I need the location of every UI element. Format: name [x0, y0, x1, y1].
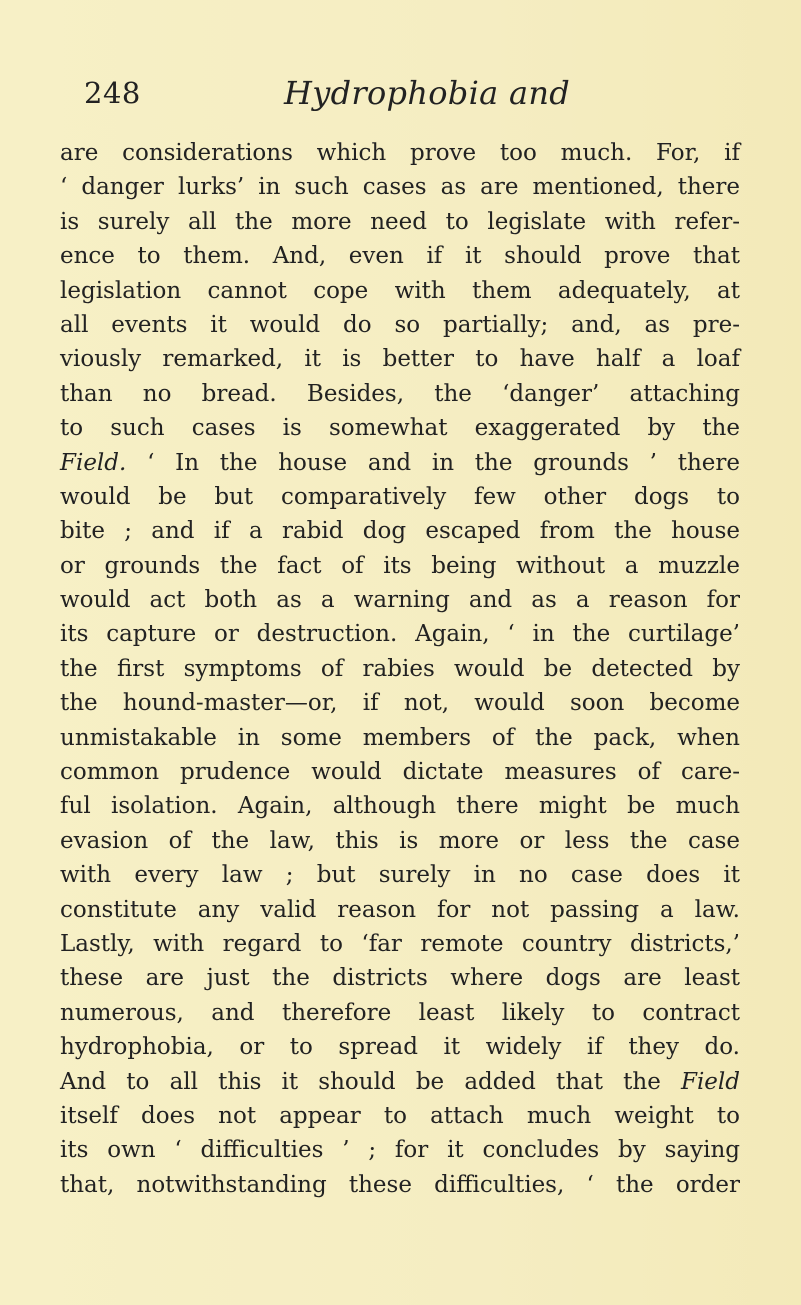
text-segment: is surely all the more need to legislate with refer-: [60, 208, 740, 235]
body-paragraph: [60, 136, 740, 1202]
text-segment: Lastly, with regard to ‘far remote country districts,’: [60, 930, 740, 957]
text-segment: these are just the districts where dogs are least: [60, 965, 740, 992]
text-line: [60, 1133, 740, 1167]
running-title: Hydrophobia and: [284, 74, 571, 112]
text-line: [60, 617, 740, 651]
text-line: [60, 136, 740, 170]
text-segment: legislation cannot cope with them adequately, at: [60, 277, 740, 304]
text-segment: would act both as a warning and as a reason for: [60, 587, 740, 614]
text-segment: its capture or destruction. Again, ‘ in the curtilage’: [60, 621, 740, 648]
text-segment: ‘ danger lurks’ in such cases as are mentioned, there: [60, 174, 740, 201]
text-line: [60, 549, 740, 583]
text-segment: bite ; and if a rabid dog escaped from the house: [60, 518, 740, 545]
text-segment: numerous, and therefore least likely to contract: [60, 999, 740, 1026]
text-segment: are considerations which prove too much. For, if: [60, 140, 740, 166]
text-line: [60, 239, 740, 273]
text-line: [60, 652, 740, 686]
text-segment: evasion of the law, this is more or less the case: [60, 827, 740, 854]
text-segment: ful isolation. Again, although there might be much: [60, 793, 740, 820]
text-line: [60, 789, 740, 823]
text-segment: And to all this it should be added that the: [60, 1068, 681, 1095]
text-line: [60, 927, 740, 961]
text-line: [60, 893, 740, 927]
text-line: [60, 514, 740, 548]
text-line: [60, 1030, 740, 1064]
text-segment: ence to them. And, even if it should prove that: [60, 243, 740, 270]
text-segment: itself does not appear to attach much weight to: [60, 1102, 740, 1129]
running-head: [84, 76, 744, 116]
text-segment: would be but comparatively few other dogs to: [60, 483, 740, 510]
text-segment: than no bread. Besides, the ‘danger’ attaching: [60, 380, 740, 407]
text-segment: its own ‘ difficulties ’ ; for it concludes by saying: [60, 1137, 740, 1164]
text-segment: unmistakable in some members of the pack, when: [60, 724, 740, 751]
text-line: [60, 205, 740, 239]
text-segment: the first symptoms of rabies would be detected by: [60, 655, 740, 682]
text-line: [60, 446, 740, 480]
text-line: [60, 858, 740, 892]
text-segment: ‘ In the house and in the grounds ’ there: [126, 449, 740, 476]
text-line: [60, 274, 740, 308]
page-number: 248: [84, 76, 141, 110]
text-line: [60, 1065, 740, 1099]
text-line: [60, 480, 740, 514]
text-line: [60, 755, 740, 789]
text-line: [60, 342, 740, 376]
text-segment: common prudence would dictate measures of care-: [60, 759, 740, 786]
text-line: [60, 686, 740, 720]
text-segment: that, notwithstanding these difficulties, ‘ the order: [60, 1171, 740, 1198]
text-segment: the hound-master—or, if not, would soon become: [60, 690, 740, 717]
text-line: [60, 583, 740, 617]
text-segment: to such cases is somewhat exaggerated by the: [60, 415, 740, 442]
text-line: [60, 824, 740, 858]
text-segment: all events it would do so partially; and, as pre-: [60, 311, 740, 338]
text-line: [60, 1168, 740, 1202]
text-segment: or grounds the fact of its being without a muzzle: [60, 552, 740, 579]
text-line: [60, 1099, 740, 1133]
italic-text: Field: [680, 1068, 740, 1095]
text-line: [60, 377, 740, 411]
text-line: [60, 961, 740, 995]
text-line: [60, 411, 740, 445]
text-segment: hydrophobia, or to spread it widely if they do.: [60, 1034, 740, 1061]
text-line: [60, 170, 740, 204]
italic-text: Field.: [60, 449, 127, 476]
text-line: [60, 996, 740, 1030]
text-segment: viously remarked, it is better to have half a loaf: [60, 346, 740, 373]
text-line: [60, 308, 740, 342]
text-line: [60, 721, 740, 755]
text-segment: with every law ; but surely in no case does it: [60, 862, 740, 889]
text-segment: constitute any valid reason for not passing a law.: [60, 896, 740, 923]
